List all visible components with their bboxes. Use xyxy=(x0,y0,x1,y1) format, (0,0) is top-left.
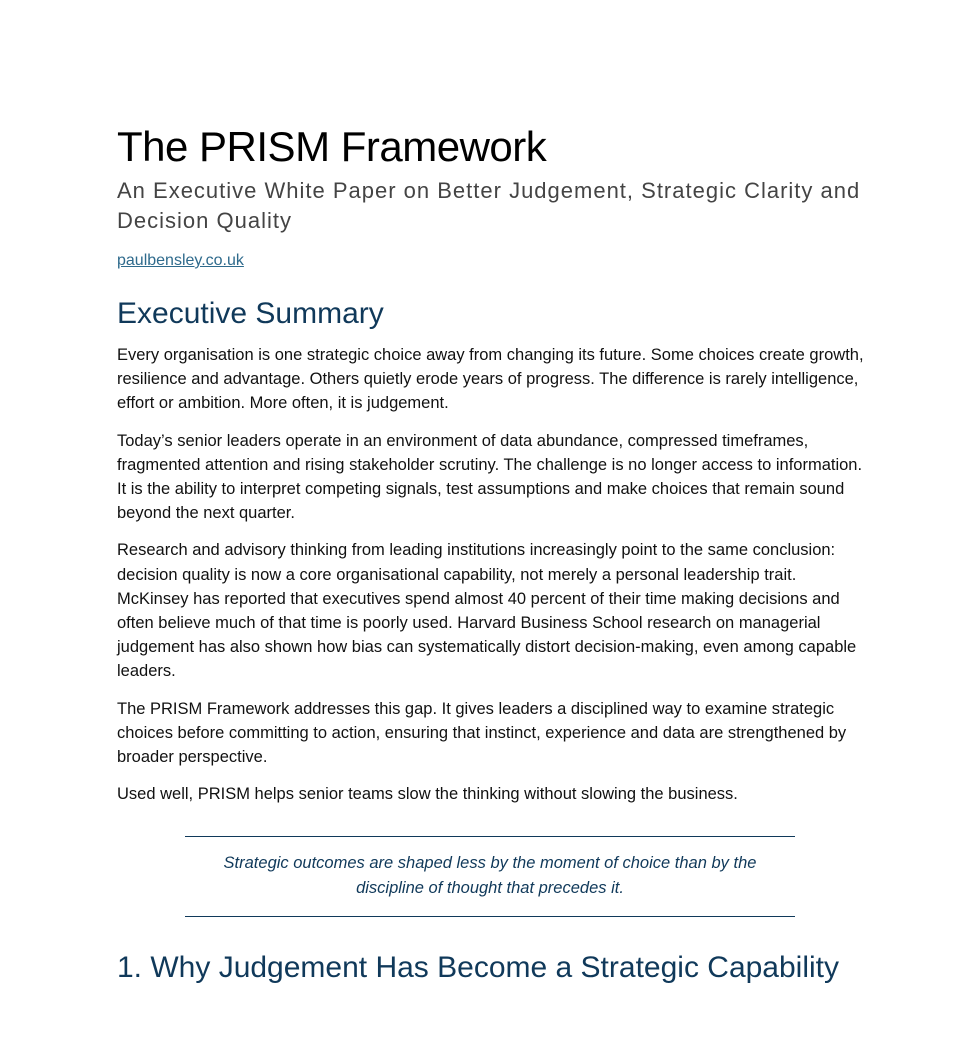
summary-paragraph-5: Used well, PRISM helps senior teams slow the thinking without slowing the business. xyxy=(117,785,738,804)
document-subtitle: An Executive White Paper on Better Judgement, Strategic Clarity and Decision Quality xyxy=(117,178,861,233)
summary-paragraph-1: Every organisation is one strategic choice away from changing its future. Some choices create growth, resilience and advantage. Others quietly erode years of progress. The difference is rarely intelligence, effort or ambition. More often, it is judgement. xyxy=(117,346,864,413)
document-page xyxy=(117,120,867,989)
executive-summary-heading: Executive Summary xyxy=(117,297,384,330)
summary-paragraph-2: Today’s senior leaders operate in an environment of data abundance, compressed timeframes, fragmented attention and rising stakeholder scrutiny. The challenge is no longer access to information. It is the ability to interpret competing signals, test assumptions and make choices that remain sound beyond the next quarter. xyxy=(117,431,863,523)
website-link[interactable]: paulbensley.co.uk xyxy=(117,252,244,269)
document-title: The PRISM Framework xyxy=(117,123,547,170)
section-1-heading: 1. Why Judgement Has Become a Strategic Capability xyxy=(117,951,840,985)
pull-quote-text: Strategic outcomes are shaped less by the moment of choice than by the discipline of thought that precedes it. xyxy=(223,854,757,897)
pull-quote xyxy=(185,836,795,917)
summary-paragraph-4: The PRISM Framework addresses this gap. It gives leaders a disciplined way to examine strategic choices before committing to action, ensuring that instinct, experience and data are strengthened by broader perspective. xyxy=(117,699,847,767)
summary-paragraph-3: Research and advisory thinking from leading institutions increasingly point to the same conclusion: decision quality is now a core organisational capability, not merely a personal leadership trait. McKinsey has reported that executives spend almost 40 percent of their time making decisions and often believe much of that time is poorly used. Harvard Business School research on managerial judgement has also shown how bias can systematically distort decision-making, even among capable leaders. xyxy=(117,541,857,681)
